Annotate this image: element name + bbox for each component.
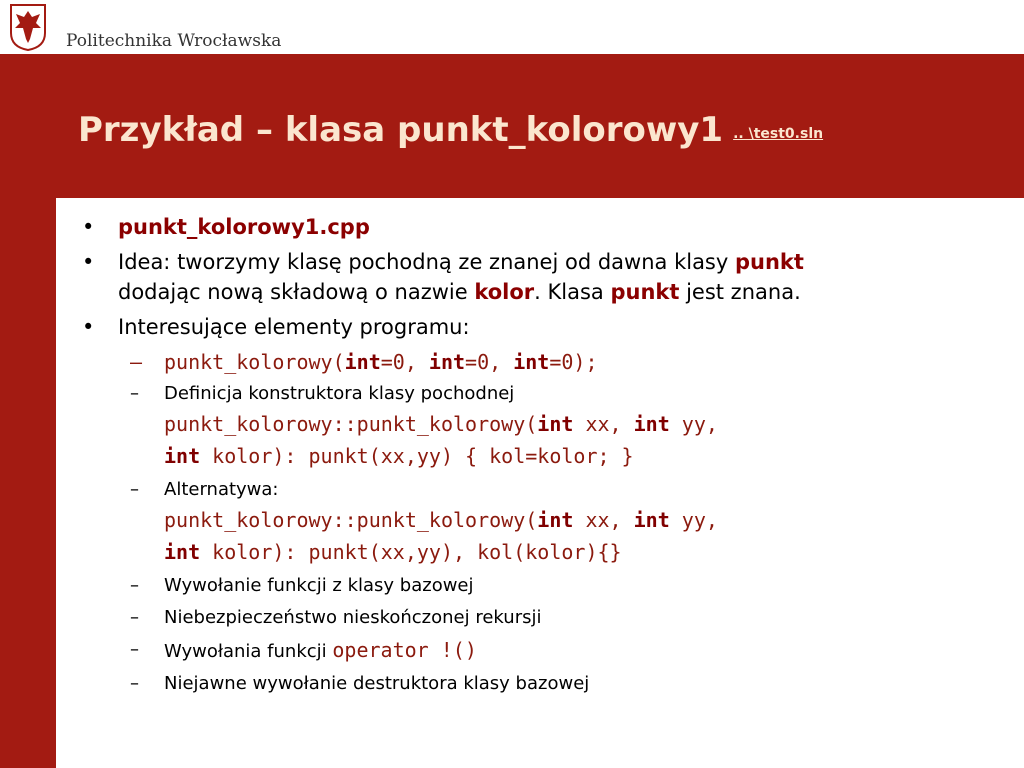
slide-content [78,212,1008,701]
sub-dash: – [130,673,139,694]
call-base-text: Wywołanie funkcji z klasy bazowej [164,575,474,596]
code-part: =0, [465,350,514,374]
bullet-dot: • [82,315,95,339]
bullet-dot: • [82,250,95,274]
code-part: punkt_kolorowy::punkt_kolorowy( [164,412,538,436]
code-part: yy, [669,508,718,532]
sub-dash: – [130,350,143,374]
sub-dash: – [130,639,139,660]
operator-code: operator !() [332,638,477,662]
definition-label: Definicja konstruktora klasy pochodnej [164,383,515,404]
sub-calls [78,635,1008,667]
elements-text: Interesujące elementy programu: [118,315,470,339]
logo-area [0,0,56,54]
slide-title-text: Przykład – klasa punkt_kolorowy1 [78,110,724,150]
left-accent-strip [0,0,56,768]
code-part: xx, [573,508,634,532]
sub-implicit [78,669,1008,699]
bullet-elements [78,312,1008,342]
idea-text-3: . Klasa [534,280,611,304]
code-part: punkt_kolorowy( [164,350,345,374]
code-keyword: int [164,540,201,564]
idea-punkt: punkt [734,250,804,274]
code-part: punkt_kolorowy::punkt_kolorowy( [164,508,538,532]
bullet-dot: • [82,215,95,239]
sub-ctor-decl [78,347,1008,377]
title-band [56,54,1024,198]
sub-dash: – [130,383,139,404]
code-part: kolor): punkt(xx,yy), kol(kolor){} [200,540,622,564]
idea-text-4: jest znana. [679,280,801,304]
code-keyword: int [537,412,574,436]
idea-kolor: kolor [474,280,535,304]
code-keyword: int [633,412,670,436]
sub-definition [78,379,1008,473]
calls-label: Wywołania funkcji [164,641,333,662]
file-name: punkt_kolorowy1.cpp [118,215,370,239]
idea-text-1: Idea: tworzymy klasę pochodną ze znanej od dawna klasy [118,250,735,274]
implicit-text: Niejawne wywołanie destruktora klasy bazowej [164,673,590,694]
sub-danger [78,603,1008,633]
sub-alternative [78,475,1008,569]
code-keyword: int [513,350,550,374]
code-keyword: int [428,350,466,374]
code-part: yy, [669,412,718,436]
bullet-file [78,212,1008,242]
code-keyword: int [633,508,670,532]
alternative-label: Alternatywa: [164,479,279,500]
alternative-code-line-1 [164,508,718,532]
bullet-idea [78,247,1008,307]
code-keyword: int [164,444,201,468]
ctor-decl-code [164,350,598,374]
code-part: xx, [573,412,634,436]
alternative-code-line-2 [164,540,622,564]
definition-code-line-1 [164,412,718,436]
code-part: =0); [549,350,598,374]
idea-punkt-2: punkt [610,280,680,304]
idea-text-2: dodając nową składową o nazwie [118,280,475,304]
sub-dash: – [130,607,139,628]
sub-call-base [78,571,1008,601]
code-part: =0, [380,350,429,374]
code-keyword: int [344,350,381,374]
code-keyword: int [537,508,574,532]
sub-dash: – [130,479,139,500]
university-name: Politechnika Wrocławska [66,31,282,51]
danger-text: Niebezpieczeństwo nieskończonej rekursji [164,607,542,628]
code-part: kolor): punkt(xx,yy) { kol=kolor; } [200,444,634,468]
definition-code-line-2 [164,444,634,468]
eagle-crest-icon [9,3,47,51]
slide-title [78,110,823,150]
sub-dash: – [130,575,139,596]
solution-link[interactable]: .. \test0.sln [733,126,824,142]
